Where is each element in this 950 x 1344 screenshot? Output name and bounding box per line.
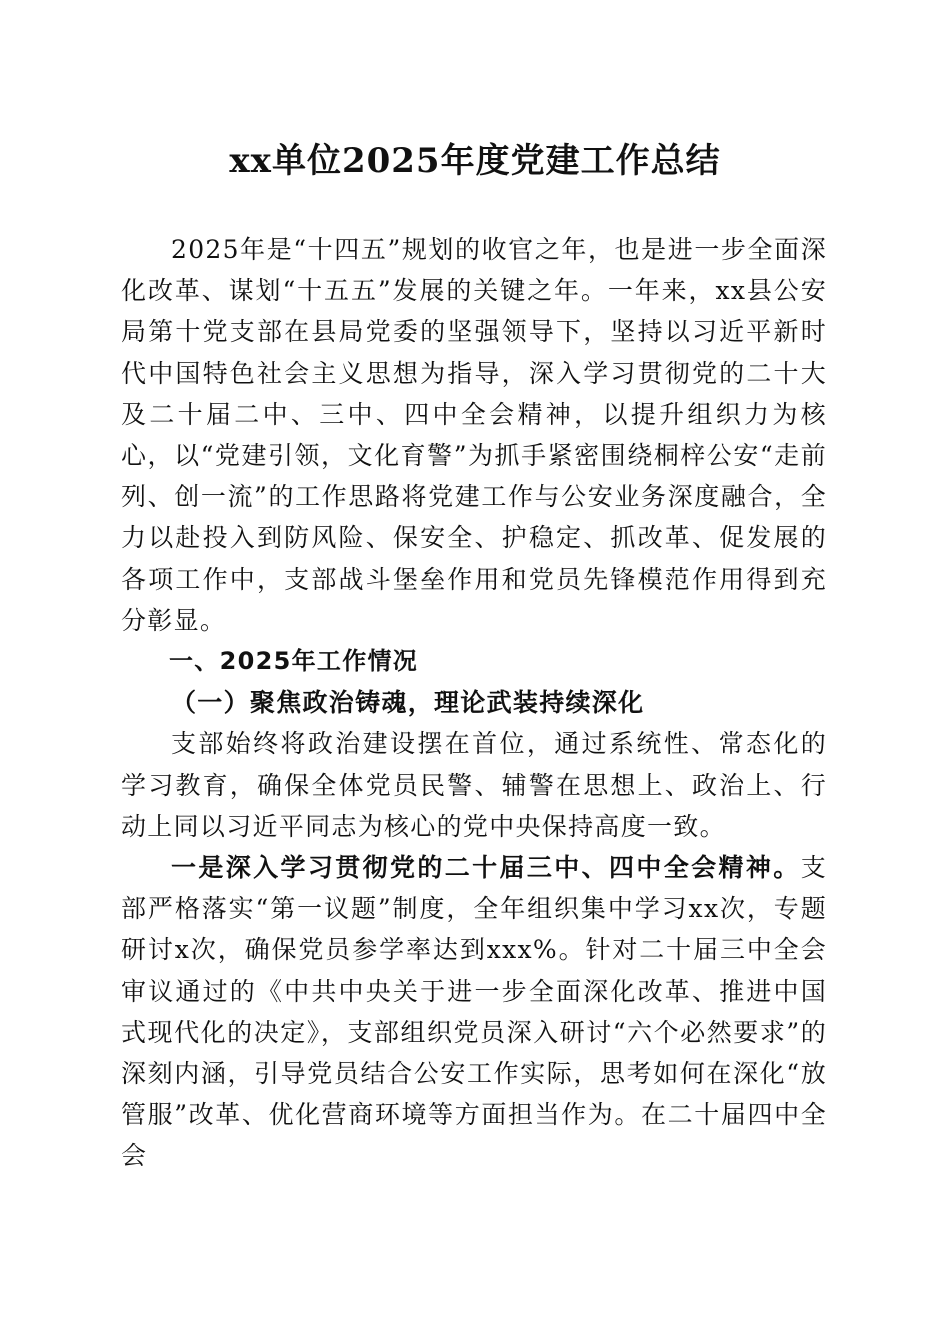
point-paragraph	[121, 847, 827, 1177]
section-heading: 一、2025年工作情况	[169, 647, 419, 676]
document-title: xx单位2025年度党建工作总结	[229, 141, 721, 181]
subsection-paragraph: 支部始终将政治建设摆在首位，通过系统性、常态化的学习教育，确保全体党员民警、辅警在思想上、政治上、行动上同以习近平同志为核心的党中央保持高度一致。	[121, 729, 827, 841]
subsection-heading: （一）聚焦政治铸魂，理论武装持续深化	[171, 688, 645, 718]
point-text: 支部严格落实“第一议题”制度，全年组织集中学习xx次，专题研讨x次，确保党员参学率达到xxx%。针对二十届三中全会审议通过的《中共中央关于进一步全面深化改革、推进中国式现代化的决定》，支部组织党员深入研讨“六个必然要求”的深刻内涵，引导党员结合公安工作实际，思考如何在深化“放管服”改革、优化营商环境等方面担当作为。在二十届四中全会	[121, 853, 827, 1171]
intro-paragraph: 2025年是“十四五”规划的收官之年，也是进一步全面深化改革、谋划“十五五”发展的关键之年。一年来，xx县公安局第十党支部在县局党委的坚强领导下，坚持以习近平新时代中国特色社会主义思想为指导，深入学习贯彻党的二十大及二十届二中、三中、四中全会精神，以提升组织力为核心，以“党建引领，文化育警”为抓手紧密围绕桐梓公安“走前列、创一流”的工作思路将党建工作与公安业务深度融合，全力以赴投入到防风险、保安全、护稳定、抓改革、促发展的各项工作中，支部战斗堡垒作用和党员先锋模范作用得到充分彰显。	[121, 235, 827, 635]
point-lead: 一是深入学习贯彻党的二十届三中、四中全会精神。	[171, 853, 801, 883]
document-body	[121, 229, 827, 1177]
